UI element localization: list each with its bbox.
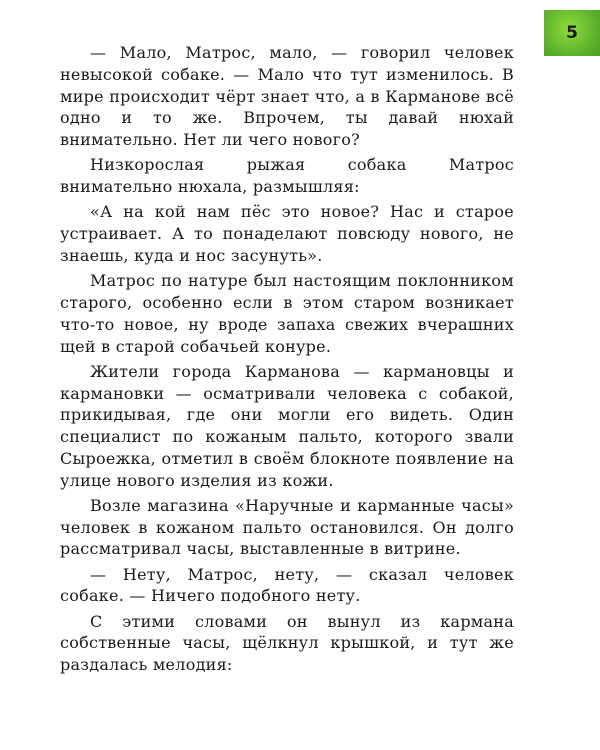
paragraph-2: Низкорослая рыжая собака Матрос внимательно нюхала, размышляя: [60, 155, 514, 197]
paragraph-5: Жители города Карманова — кармановцы и кармановки — осматривали человека с собакой, прикидывая, где они могли его видеть. Один специалист по кожаным пальто, которого звали Сыроежка, отметил в своём блокноте появление на улице нового изделия из кожи. [60, 361, 514, 490]
text-column [60, 42, 514, 679]
page-number-badge [544, 10, 600, 56]
paragraph-7: — Нету, Матрос, нету, — сказал человек собаке. — Ничего подобного нету. [60, 564, 514, 606]
paragraph-1: — Мало, Матрос, мало, — говорил человек невысокой собаке. — Мало что тут изменилось. В мире происходит чёрт знает что, а в Карманове всё одно и то же. Впрочем, ты давай нюхай внимательно. Нет ли чего нового? [60, 43, 514, 150]
paragraph-3: «А на кой нам пёс это новое? Нас и старое устраивает. А то понаделают повсюду нового, не знаешь, куда и нос засунуть». [60, 202, 514, 265]
paragraph-8: С этими словами он вынул из кармана собственные часы, щёлкнул крышкой, и тут же раздалась мелодия: [60, 611, 514, 675]
paragraph-4: Матрос по натуре был настоящим поклонником старого, особенно если в этом старом возникает что-то новое, ну вроде запаха свежих вчерашних щей в старой собачьей конуре. [60, 271, 514, 356]
paragraph-6: Возле магазина «Наручные и карманные часы» человек в кожаном пальто остановился. Он долго рассматривал часы, выставленные в витрине. [60, 495, 514, 559]
page-number: 5 [566, 23, 578, 43]
